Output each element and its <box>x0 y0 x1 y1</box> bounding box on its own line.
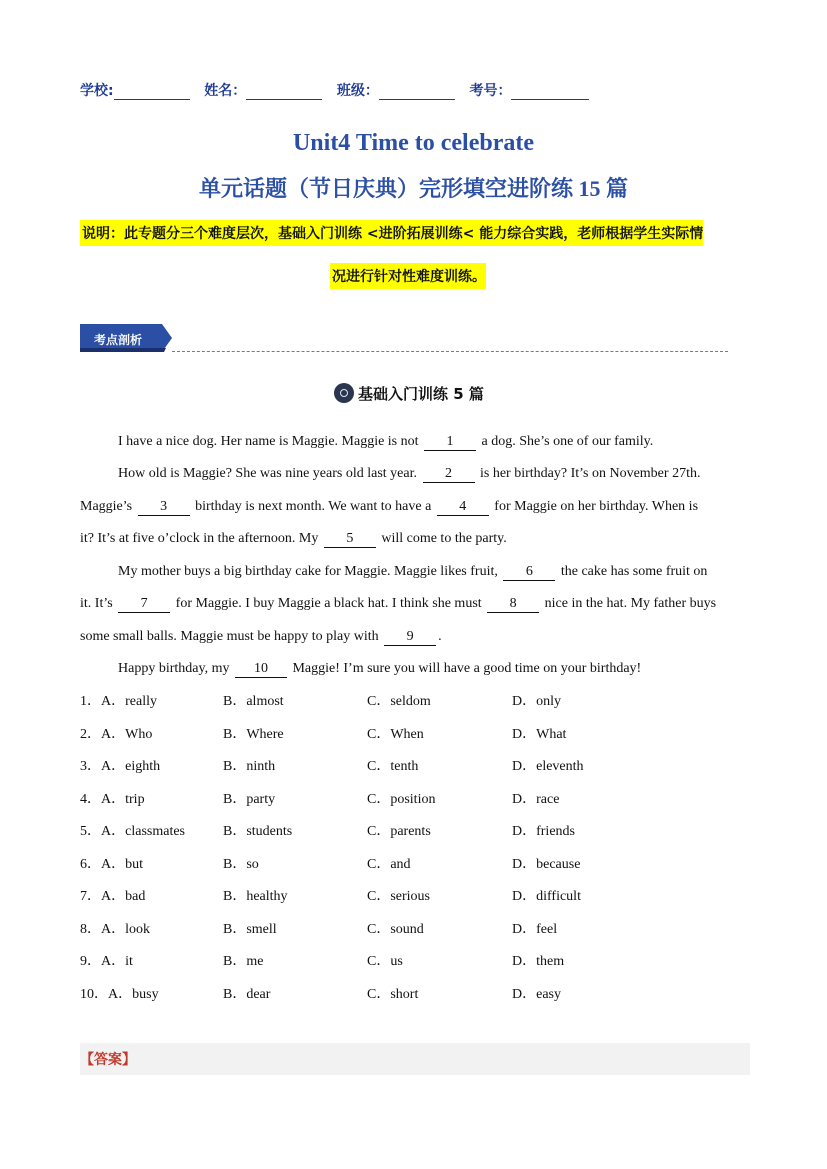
option-text: C．serious <box>367 889 430 904</box>
passage-line: I have a nice dog. Her name is Maggie. Maggie is not 1 a dog. She’s one of our family. <box>118 434 654 449</box>
option-c[interactable] <box>367 855 411 875</box>
school-blank[interactable] <box>114 85 190 100</box>
option-text: C．When <box>367 726 424 742</box>
question-number: 5．A． <box>80 824 126 839</box>
option-text: it <box>125 954 133 969</box>
option-a[interactable] <box>80 692 157 712</box>
question-number: 3．A． <box>80 759 126 774</box>
option-c[interactable] <box>367 985 418 1005</box>
option-d[interactable] <box>512 887 581 907</box>
option-text: B．dear <box>223 986 271 1002</box>
question-number: 6．A． <box>80 856 126 872</box>
blank-8[interactable]: 8 <box>487 596 539 613</box>
option-text: B．so <box>223 856 259 872</box>
option-d[interactable] <box>512 822 575 842</box>
option-c[interactable] <box>367 822 431 842</box>
blank-9[interactable]: 9 <box>384 629 436 646</box>
blank-7[interactable]: 7 <box>118 596 170 613</box>
option-text: classmates <box>125 824 185 839</box>
student-info-line <box>80 80 589 100</box>
option-a[interactable] <box>80 887 145 907</box>
option-text: D．because <box>512 856 581 872</box>
exam-number-blank[interactable] <box>511 85 589 100</box>
page-title: Unit4 Time to celebrate <box>292 130 535 156</box>
passage-line: Happy birthday, my 10 Maggie! I’m sure you will have a good time on your birthday! <box>118 661 642 676</box>
option-text: D．difficult <box>512 889 581 904</box>
option-c[interactable] <box>367 952 403 972</box>
option-text: B．ninth <box>223 759 276 774</box>
question-number: 8．A． <box>80 921 126 937</box>
option-d[interactable] <box>512 952 564 972</box>
option-a[interactable] <box>80 757 160 777</box>
option-text: C．parents <box>367 824 431 839</box>
option-a[interactable] <box>80 985 159 1005</box>
option-c[interactable] <box>367 757 418 777</box>
option-a[interactable] <box>80 822 185 842</box>
question-number: 7．A． <box>80 889 126 904</box>
option-b[interactable] <box>223 952 263 972</box>
option-b[interactable] <box>223 692 284 712</box>
passage-line: it. It’s 7 for Maggie. I buy Maggie a black hat. I think she must 8 nice in the hat. My father buys <box>80 596 717 611</box>
question-number: 1．A． <box>80 694 126 709</box>
option-d[interactable] <box>512 692 561 712</box>
option-text: B．students <box>223 824 293 839</box>
option-b[interactable] <box>223 920 277 940</box>
option-text: C．short <box>367 986 419 1002</box>
option-a[interactable] <box>80 952 133 972</box>
passage-line: How old is Maggie? She was nine years old last year. 2 is her birthday? It’s on November 27th. <box>118 466 701 481</box>
option-text: D．easy <box>512 986 561 1002</box>
option-text: B．me <box>223 954 264 969</box>
passage-line: some small balls. Maggie must be happy to play with 9 . <box>80 629 442 644</box>
option-b[interactable] <box>223 822 292 842</box>
option-text: busy <box>132 986 159 1002</box>
option-text: C．us <box>367 954 403 969</box>
note-line-1: 说明：此专题分三个难度层次，基础入门训练 <进阶拓展训练< 能力综合实践，老师根据学生实际情 <box>80 220 703 246</box>
option-b[interactable] <box>223 725 284 745</box>
blank-4[interactable]: 4 <box>437 499 489 516</box>
option-b[interactable] <box>223 757 275 777</box>
option-text: B．smell <box>223 921 277 937</box>
option-b[interactable] <box>223 855 259 875</box>
answer-label: 【答案】 <box>80 1052 136 1068</box>
question-number: 4．A． <box>80 791 126 807</box>
class-label: 班级： <box>336 83 379 99</box>
note-line-2: 况进行针对性难度训练。 <box>330 263 486 289</box>
passage-line: Maggie’s 3 birthday is next month. We want to have a 4 for Maggie on her birthday. When is <box>80 499 699 514</box>
option-text: B．almost <box>223 694 284 709</box>
option-a[interactable] <box>80 920 150 940</box>
option-text: D．friends <box>512 824 575 839</box>
option-text: really <box>125 694 157 709</box>
passage-line: My mother buys a big birthday cake for Maggie. Maggie likes fruit, 6 the cake has some fruit on <box>118 564 708 579</box>
name-label: 姓名： <box>204 83 247 99</box>
page-subtitle: 单元话题（节日庆典）完形填空进阶练 15 篇 <box>198 176 628 201</box>
option-text: B．healthy <box>223 889 288 904</box>
option-b[interactable] <box>223 790 275 810</box>
option-text: but <box>125 856 144 872</box>
option-text: D．What <box>512 726 567 742</box>
dashed-divider <box>172 351 728 352</box>
question-number: 9．A． <box>80 954 126 969</box>
question-number: 10．A． <box>80 986 133 1002</box>
passage-line: it? It’s at five o’clock in the afternoon. My 5 will come to the party. <box>80 531 507 546</box>
option-text: D．race <box>512 791 560 807</box>
question-number: 2．A． <box>80 726 126 742</box>
option-a[interactable] <box>80 855 143 875</box>
option-text: D．eleventh <box>512 759 584 774</box>
option-text: D．only <box>512 694 561 709</box>
section-bullet-icon <box>334 383 354 403</box>
option-c[interactable] <box>367 692 431 712</box>
blank-3[interactable]: 3 <box>138 499 190 516</box>
class-blank[interactable] <box>379 85 455 100</box>
option-text: B．party <box>223 791 276 807</box>
blank-5[interactable]: 5 <box>324 531 376 548</box>
option-d[interactable] <box>512 790 559 810</box>
blank-6[interactable]: 6 <box>503 564 555 581</box>
answer-bar <box>80 1043 750 1075</box>
option-text: C．seldom <box>367 694 431 709</box>
option-d[interactable] <box>512 757 584 777</box>
blank-2[interactable]: 2 <box>423 466 475 483</box>
option-text: C．sound <box>367 921 424 937</box>
name-blank[interactable] <box>246 85 322 100</box>
option-text: D．feel <box>512 921 558 937</box>
option-text: bad <box>125 889 146 904</box>
blank-10[interactable]: 10 <box>235 661 287 678</box>
blank-1[interactable]: 1 <box>424 434 476 451</box>
option-text: eighth <box>125 759 161 774</box>
option-text: B．Where <box>223 726 284 742</box>
option-d[interactable] <box>512 855 580 875</box>
option-a[interactable] <box>80 790 145 810</box>
exam-number-label: 考号： <box>469 83 512 99</box>
option-c[interactable] <box>367 725 424 745</box>
option-b[interactable] <box>223 985 270 1005</box>
section-tab-label: 考点剖析 <box>94 333 143 347</box>
option-c[interactable] <box>367 790 435 810</box>
option-d[interactable] <box>512 920 557 940</box>
option-text: Who <box>125 726 153 742</box>
option-text: trip <box>125 791 145 807</box>
option-d[interactable] <box>512 725 566 745</box>
option-c[interactable] <box>367 887 430 907</box>
option-d[interactable] <box>512 985 561 1005</box>
school-label: 学校: <box>80 83 114 99</box>
option-text: C．and <box>367 856 411 872</box>
option-text: C．tenth <box>367 759 419 774</box>
option-text: look <box>125 921 151 937</box>
option-text: D．them <box>512 954 565 969</box>
option-a[interactable] <box>80 725 152 745</box>
option-b[interactable] <box>223 887 288 907</box>
option-c[interactable] <box>367 920 424 940</box>
option-text: C．position <box>367 791 436 807</box>
section-title: 基础入门训练 5 篇 <box>358 385 484 403</box>
